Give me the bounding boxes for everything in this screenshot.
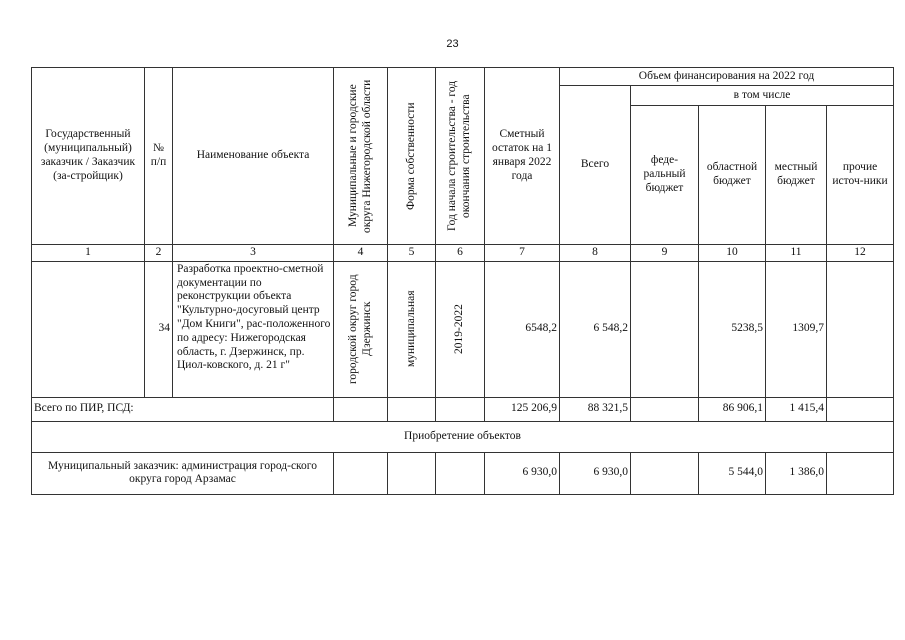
header-years-cell (436, 68, 485, 245)
col-number: 9 (631, 245, 699, 262)
total-row (32, 397, 894, 421)
col-number: 6 (436, 245, 485, 262)
table-row (32, 261, 894, 397)
header-federal: феде-ральный бюджет (631, 106, 699, 245)
header-ownership: Форма собственности (404, 102, 417, 210)
col-number: 1 (32, 245, 145, 262)
customer-total: 6 930,0 (560, 452, 631, 494)
total-other (827, 397, 894, 421)
total-total: 88 321,5 (560, 397, 631, 421)
col-number: 8 (560, 245, 631, 262)
customer-other (827, 452, 894, 494)
header-municipality-cell (334, 68, 388, 245)
row34-ownership: муниципальная (404, 291, 417, 368)
customer-regional: 5 544,0 (699, 452, 766, 494)
header-municipality: Муниципальные и городские округа Нижегородской области (346, 79, 373, 233)
row34-remainder: 6548,2 (485, 261, 560, 397)
column-numbers-row (32, 245, 894, 262)
header-funding: Объем финансирования на 2022 год (560, 68, 894, 86)
col-number: 2 (145, 245, 173, 262)
customer-federal (631, 452, 699, 494)
customer-label: Муниципальный заказчик: администрация город-ского округа город Арзамас (32, 452, 334, 494)
col-number: 4 (334, 245, 388, 262)
col-number: 5 (388, 245, 436, 262)
row34-federal (631, 261, 699, 397)
header-local: местный бюджет (766, 106, 827, 245)
header-other: прочие источ-ники (827, 106, 894, 245)
header-including: в том числе (631, 86, 894, 106)
total-label: Всего по ПИР, ПСД: (32, 397, 334, 421)
row34-name: Разработка проектно-сметной документации по реконструкции объекта "Культурно-досуговый центр "Дом Книги", рас-положенного по адресу: Нижегородская область, г. Дзержинск, пр. Циол-ковского, д. 21 г" (173, 261, 334, 397)
header-total: Всего (560, 86, 631, 245)
col-number: 12 (827, 245, 894, 262)
row34-years-cell (436, 261, 485, 397)
header-remainder: Сметный остаток на 1 января 2022 года (485, 68, 560, 245)
total-remainder: 125 206,9 (485, 397, 560, 421)
row34-municipality-cell (334, 261, 388, 397)
row34-years: 2019-2022 (453, 304, 466, 355)
section-row (32, 421, 894, 452)
row34-num: 34 (145, 261, 173, 397)
header-ownership-cell (388, 68, 436, 245)
header-object-name: Наименование объекта (173, 68, 334, 245)
row34-total: 6 548,2 (560, 261, 631, 397)
row34-ownership-cell (388, 261, 436, 397)
total-federal (631, 397, 699, 421)
funding-table (31, 67, 894, 495)
header-regional: областной бюджет (699, 106, 766, 245)
row34-municipality: городской округ город Дзержинск (346, 274, 373, 385)
customer-local: 1 386,0 (766, 452, 827, 494)
customer-row (32, 452, 894, 494)
col-number: 11 (766, 245, 827, 262)
row34-customer (32, 261, 145, 397)
col-number: 3 (173, 245, 334, 262)
header-customer: Государственный (муниципальный) заказчик / Заказчик (за-стройщик) (32, 68, 145, 245)
total-local: 1 415,4 (766, 397, 827, 421)
col-number: 10 (699, 245, 766, 262)
header-num: № п/п (145, 68, 173, 245)
row34-local: 1309,7 (766, 261, 827, 397)
row34-other (827, 261, 894, 397)
header-years: Год начала строительства - год окончания строительства (446, 80, 472, 232)
section-title: Приобретение объектов (32, 421, 894, 452)
col-number: 7 (485, 245, 560, 262)
page-number: 23 (446, 38, 459, 50)
total-regional: 86 906,1 (699, 397, 766, 421)
row34-regional: 5238,5 (699, 261, 766, 397)
customer-remainder: 6 930,0 (485, 452, 560, 494)
